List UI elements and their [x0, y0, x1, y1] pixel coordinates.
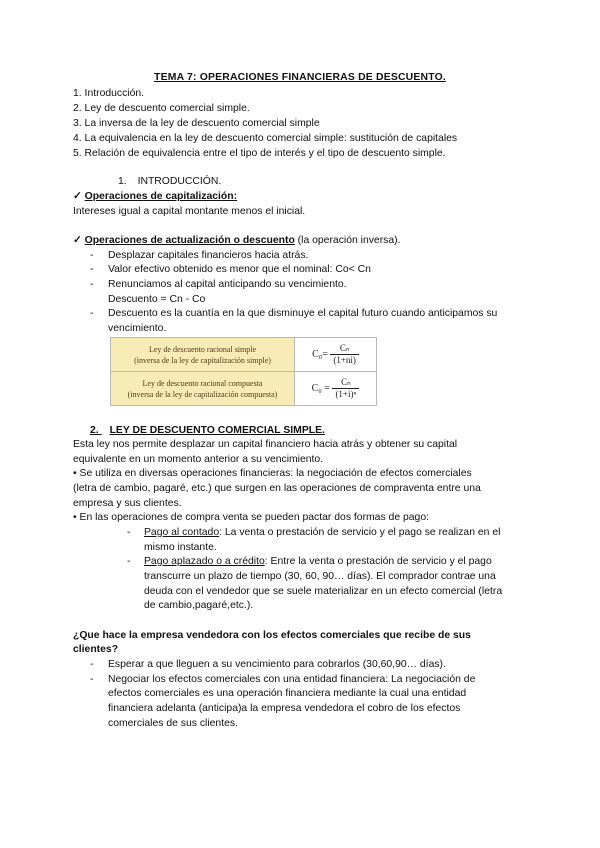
- pago-aplazado-label: Pago aplazado o a crédito: [144, 556, 265, 567]
- formula-cell: [295, 338, 377, 372]
- check-icon: ✓: [73, 191, 82, 202]
- list-item: Desplazar capitales financieros hacia atrás.: [108, 250, 309, 261]
- answer-line: comerciales de sus clientes.: [108, 718, 238, 729]
- formula-cell: [295, 372, 377, 406]
- table-row: [111, 372, 377, 406]
- paragraph-line: • Se utiliza en diversas operaciones financieras: la negociación de efectos comerciales: [73, 468, 472, 479]
- paragraph-line: • En las operaciones de compra venta se pueden pactar dos formas de pago:: [73, 512, 429, 523]
- pago-contado-line: [144, 525, 500, 540]
- answer-line: Negociar los efectos comerciales con una entidad financiera: La negociación de: [108, 674, 476, 685]
- capitalizacion-title: Operaciones de capitalización:: [84, 191, 238, 202]
- question-line: clientes?: [73, 644, 119, 655]
- dash-marker: -: [127, 527, 131, 538]
- index-item: 2. Ley de descuento comercial simple.: [73, 103, 250, 114]
- dash-marker: -: [90, 264, 94, 275]
- formula-lhs: C₀=: [312, 348, 328, 360]
- list-item: Renunciamos al capital anticipando su vencimiento.: [108, 279, 347, 290]
- formula-table: [110, 337, 377, 406]
- answer-line: financiera adelanta (anticipa)a la empresa vendedora el cobro de los efectos: [108, 703, 461, 714]
- pago-contado-label: Pago al contado: [144, 527, 220, 538]
- index-item: 4. La equivalencia en la ley de descuento comercial simple: sustitución de capitales: [73, 133, 458, 144]
- formula-numerator: Cₙ: [332, 377, 359, 389]
- section1-heading: [118, 174, 221, 189]
- actualizacion-note: (la operación inversa).: [294, 235, 401, 246]
- paragraph-line: equivalente en un momento anterior a su vencimiento.: [73, 454, 324, 465]
- paragraph-line: (letra de cambio, pagaré, etc.) que surgen en las operaciones de compraventa entre una: [73, 483, 481, 494]
- pago-contado-text: : La venta o prestación de servicio y el pago se realizan en el: [219, 527, 501, 538]
- section1-number: 1.: [118, 176, 127, 187]
- formula-label: (inversa de la ley de capitalización compuesta): [127, 389, 278, 399]
- list-item: vencimiento.: [108, 323, 167, 334]
- index-item: 1. Introducción.: [73, 88, 145, 99]
- question-line: ¿Que hace la empresa vendedora con los efectos comerciales que recibe de sus: [73, 630, 471, 641]
- index-item: 5. Relación de equivalencia entre el tipo de interés y el tipo de descuento simple.: [73, 148, 446, 159]
- formula-label: Ley de descuento racional compuesta: [142, 378, 263, 388]
- list-item: Valor efectivo obtenido es menor que el nominal: Co< Cn: [108, 264, 371, 275]
- dash-marker: -: [90, 250, 94, 261]
- answer-line: efectos comerciales es una operación financiera mediante la cual una entidad: [108, 688, 467, 699]
- answer-line: Esperar a que lleguen a su vencimiento para cobrarlos (30,60,90… días).: [108, 659, 446, 670]
- paragraph-line: Esta ley nos permite desplazar un capital financiero hacia atrás y obtener su capital: [73, 439, 458, 450]
- dash-marker: -: [90, 659, 94, 670]
- formula-denominator: (1+i)ⁿ: [335, 389, 357, 399]
- capitalizacion-heading: [73, 189, 237, 204]
- capitalizacion-text: Intereses igual a capital montante menos el inicial.: [73, 206, 306, 217]
- pago-contado-text: mismo instante.: [144, 542, 217, 553]
- paragraph-line: empresa y sus clientes.: [73, 498, 182, 509]
- dash-marker: -: [90, 674, 94, 685]
- formula-lhs: C₀ =: [311, 382, 330, 394]
- formula-label-cell: [111, 372, 295, 406]
- page-title: TEMA 7: OPERACIONES FINANCIERAS DE DESCUENTO.: [154, 72, 446, 83]
- section2-number: 2.: [90, 425, 99, 436]
- formula-fraction: [330, 343, 359, 366]
- pago-aplazado-text: transcurre un plazo de tiempo (30, 60, 90… días). El comprador contrae una: [144, 571, 496, 582]
- pago-aplazado-text: deuda con el vendedor que se suele materializar en un efecto comercial (letra: [144, 586, 503, 597]
- pago-aplazado-text: de cambio,pagaré,etc.).: [144, 600, 254, 611]
- formula-label: (inversa de la ley de capitalización simple): [134, 355, 271, 365]
- formula-label: Ley de descuento racional simple: [148, 344, 257, 354]
- table-row: [111, 338, 377, 372]
- formula-label-cell: [111, 338, 295, 372]
- section2-title: LEY DE DESCUENTO COMERCIAL SIMPLE.: [109, 425, 325, 436]
- dash-marker: -: [90, 279, 94, 290]
- actualizacion-heading: [73, 233, 400, 248]
- dash-marker: -: [127, 556, 131, 567]
- pago-aplazado-line: [144, 554, 492, 569]
- list-item: Descuento es la cuantía en la que disminuye el capital futuro cuando anticipamos su: [108, 308, 498, 319]
- section1-title: INTRODUCCIÓN.: [137, 176, 222, 187]
- formula-numerator: Cₙ: [330, 343, 359, 355]
- dash-marker: -: [90, 308, 94, 319]
- section2-heading: [90, 423, 325, 438]
- pago-aplazado-text: : Entre la venta o prestación de servicio y el pago: [264, 556, 492, 567]
- list-item: Descuento = Cn - Co: [108, 294, 206, 305]
- check-icon: ✓: [73, 235, 82, 246]
- actualizacion-title: Operaciones de actualización o descuento: [84, 235, 295, 246]
- formula-fraction: [332, 377, 359, 400]
- index-item: 3. La inversa de la ley de descuento comercial simple: [73, 118, 320, 129]
- formula-denominator: (1+ni): [333, 355, 356, 365]
